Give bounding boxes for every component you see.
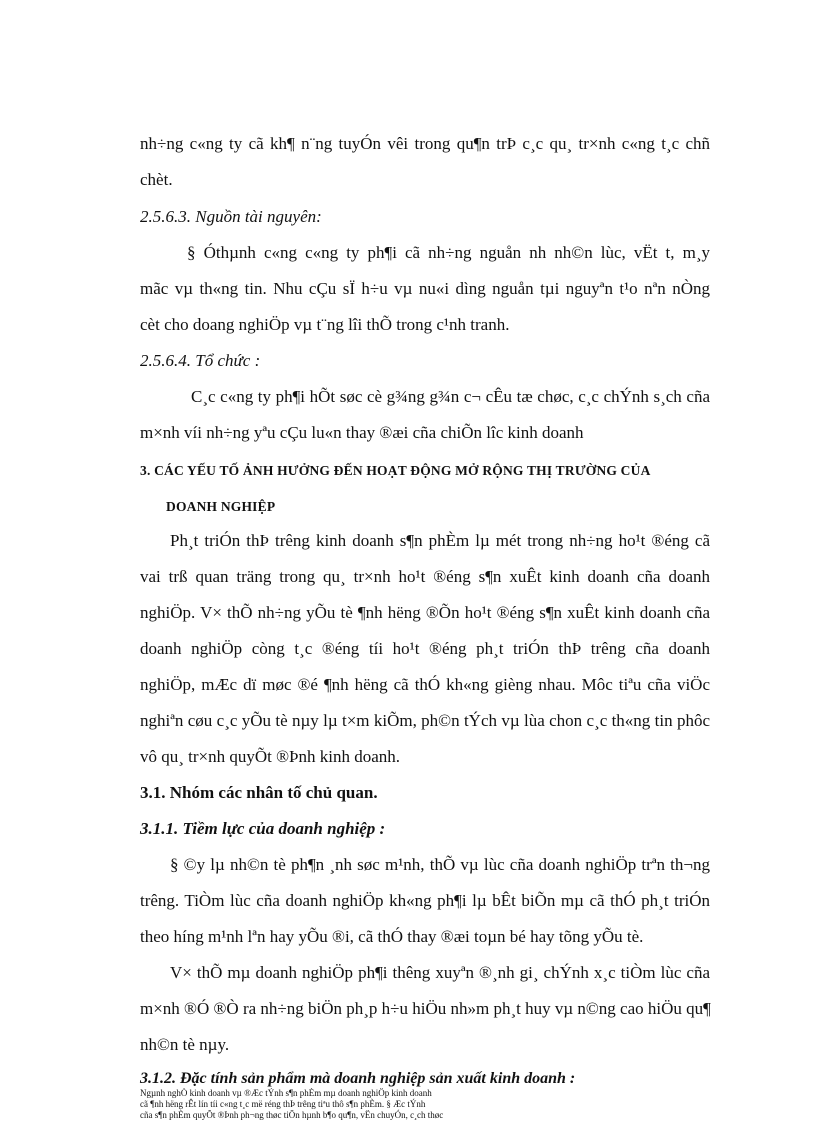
- body-text-line: m×nh víi nh÷ng yªu cÇu lu«n thay ®æi cña chiÕn lîc kinh doanh: [140, 423, 584, 442]
- continued-text: [140, 1088, 710, 1121]
- section-heading-2-5-6-3: 2.5.6.3. Nguồn tài nguyên:: [140, 207, 322, 226]
- body-text-line: § ©y lµ nh©n tè ph¶n ¸nh søc m¹nh, thÕ vµ lùc cña doanh nghiÖp trªn th¬ng: [170, 855, 710, 874]
- body-text-line: cèt cho doang nghiÖp vµ t¨ng lîi thÕ trong c¹nh tranh.: [140, 315, 510, 334]
- body-text-line: C¸c c«ng ty ph¶i hÕt søc cè g¾ng g¾n c¬ cÊu tæ chøc, c¸c chÝnh s¸ch cña: [191, 387, 710, 406]
- body-text-line: cña s¶n phÈm quyÕt ®Þnh ph¬ng thøc tiÕn hµnh b¶o qu¶n, vËn chuyÓn, c¸ch thøc: [140, 1110, 444, 1120]
- body-text-line: nghiªn cøu c¸c yÕu tè nµy lµ t×m kiÕm, ph©n tÝch vµ lùa chon c¸c th«ng tin phôc: [140, 711, 710, 730]
- section-heading-3-1-2: 3.1.2. Đặc tính sản phẩm mà doanh nghiệp sản xuất kinh doanh :: [140, 1070, 576, 1087]
- body-text-line: theo híng m¹nh lªn hay yÕu ®i, cã thÓ thay ®æi toµn bé hay tõng yÕu tè.: [140, 927, 644, 946]
- body-text-line: nghiÖp, mÆc dï møc ®é ¶nh hëng cã thÓ kh«ng gièng nhau. Môc tiªu cña viÖc: [140, 675, 710, 694]
- body-text-line: V× thÕ mµ doanh nghiÖp ph¶i thêng xuyªn ®¸nh gi¸ chÝnh x¸c tiÒm lùc cña: [170, 963, 710, 982]
- body-text-line: m×nh ®Ó ®Ò ra nh÷ng biÖn ph¸p h÷u hiÖu nh»m ph¸t huy vµ n©ng cao hiÖu qu¶: [140, 999, 711, 1018]
- body-text-line: nh÷ng c«ng ty cã kh¶ n¨ng tuyÓn vêi trong qu¶n trÞ c¸c qu¸ tr×nh c«ng t¸c chñ: [140, 134, 710, 153]
- body-text-line: Ph¸t triÓn thÞ trêng kinh doanh s¶n phÈm lµ mét trong nh÷ng ho¹t ®éng cã: [170, 531, 710, 550]
- body-text-line: mãc vµ th«ng tin. Nhu cÇu sÏ h÷u vµ nu«i dìng nguån tµi nguyªn t¹o nªn nÒng: [140, 279, 710, 298]
- body-text-line: Ngµnh nghÒ kinh doanh vµ ®Æc tÝnh s¶n phÈm mµ doanh nghiÖp kinh doanh: [140, 1088, 432, 1098]
- body-text-line: trêng. TiÒm lùc cña doanh nghiÖp kh«ng ph¶i lµ bÊt biÕn mµ cã thÓ ph¸t triÓn: [140, 891, 710, 910]
- section-heading-3-1: 3.1. Nhóm các nhân tố chủ quan.: [140, 783, 378, 802]
- body-text-line: doanh nghiÖp còng t¸c ®éng tíi ho¹t ®éng ph¸t triÓn thÞ trêng cña doanh: [140, 639, 710, 658]
- body-text-line: § Óthµnh c«ng c«ng ty ph¶i cã nh÷ng nguån nh nh©n lùc, vËt t, m¸y: [187, 243, 710, 262]
- section-heading-3-1-1: 3.1.1. Tiềm lực của doanh nghiệp :: [140, 819, 386, 838]
- section-heading-2-5-6-4: 2.5.6.4. Tổ chức :: [140, 351, 261, 370]
- body-text-line: nh©n tè nµy.: [140, 1035, 230, 1054]
- body-text-line: chèt.: [140, 170, 173, 189]
- body-text-line: vô qu¸ tr×nh quyÕt ®Þnh kinh doanh.: [140, 747, 401, 766]
- body-text-line: vai trß quan träng trong qu¸ tr×nh ho¹t ®éng s¶n xuÊt kinh doanh cña doanh: [140, 567, 710, 586]
- chapter-heading-3: 3. CÁC YẾU TỐ ẢNH HƯỞNG ĐẾN HOẠT ĐỘNG MỞ RỘNG THỊ TRƯỜNG CỦA: [140, 463, 651, 478]
- chapter-heading-3-cont: DOANH NGHIỆP: [166, 499, 276, 514]
- body-text-line: nghiÖp. V× thÕ nh÷ng yÕu tè ¶nh hëng ®Õn ho¹t ®éng s¶n xuÊt kinh doanh cña: [140, 603, 710, 622]
- body-text-line: cã ¶nh hëng rÊt lín tíi c«ng t¸c më réng thÞ trêng tiªu thô s¶n phÈm. § Æc tÝnh: [140, 1099, 426, 1109]
